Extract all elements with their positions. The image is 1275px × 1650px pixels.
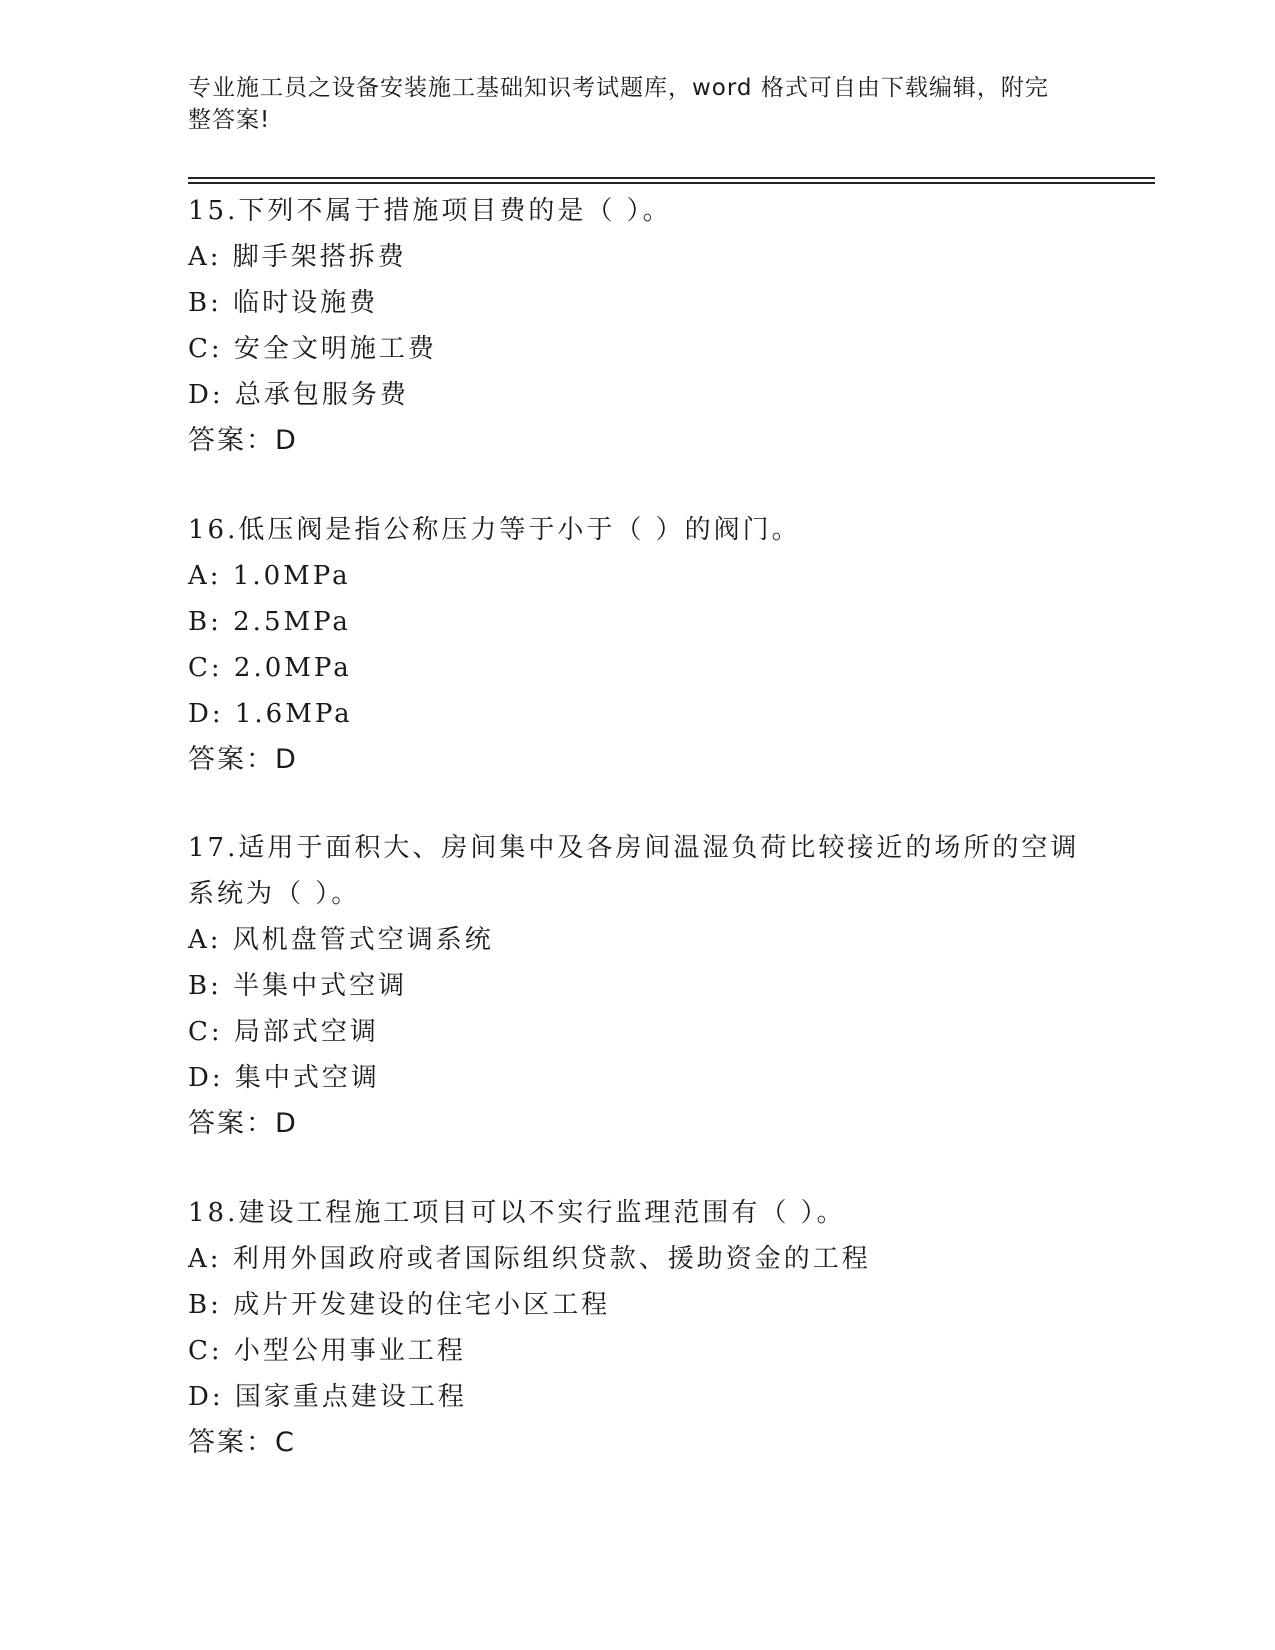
option-c: C: 局部式空调 [188,1017,379,1047]
option-c: C: 2.0MPa [188,653,352,683]
option-d: D: 1.6MPa [188,699,353,729]
option-b: B: 2.5MPa [188,607,351,637]
answer-label: 答案：D [188,744,298,775]
option-a: A: 风机盘管式空调系统 [188,925,494,955]
header-divider-top [188,177,1155,179]
header-line-2: 整答案! [188,107,271,133]
option-d: D: 总承包服务费 [188,380,409,410]
option-d: D: 国家重点建设工程 [188,1382,467,1412]
option-c: C: 小型公用事业工程 [188,1336,466,1366]
option-b: B: 半集中式空调 [188,971,408,1001]
question-stem-line-1: 17.适用于面积大、房间集中及各房间温湿负荷比较接近的场所的空调 [188,833,1080,863]
header-line-1: 专业施工员之设备安装施工基础知识考试题库，word 格式可自由下载编辑，附完 [188,75,1049,101]
option-b: B: 成片开发建设的住宅小区工程 [188,1290,611,1320]
question-stem: 18.建设工程施工项目可以不实行监理范围有（ ）。 [188,1198,846,1228]
question-stem: 15.下列不属于措施项目费的是（ ）。 [188,196,672,226]
question-15 [188,188,1088,464]
option-b: B: 临时设施费 [188,288,379,318]
question-stem-line-2: 系统为（ ）。 [188,879,361,909]
answer-label: 答案：C [188,1427,296,1458]
option-d: D: 集中式空调 [188,1063,380,1093]
header-divider-bottom [188,182,1155,184]
question-16 [188,507,1088,783]
option-c: C: 安全文明施工费 [188,334,437,364]
question-17 [188,825,1088,1147]
option-a: A: 利用外国政府或者国际组织贷款、援助资金的工程 [188,1244,871,1274]
option-a: A: 1.0MPa [188,561,351,591]
question-18 [188,1190,1088,1466]
option-a: A: 脚手架搭拆费 [188,242,407,272]
document-header [188,72,1068,136]
answer-label: 答案：D [188,425,298,456]
answer-label: 答案：D [188,1108,298,1139]
question-stem: 16.低压阀是指公称压力等于小于（ ）的阀门。 [188,515,801,545]
